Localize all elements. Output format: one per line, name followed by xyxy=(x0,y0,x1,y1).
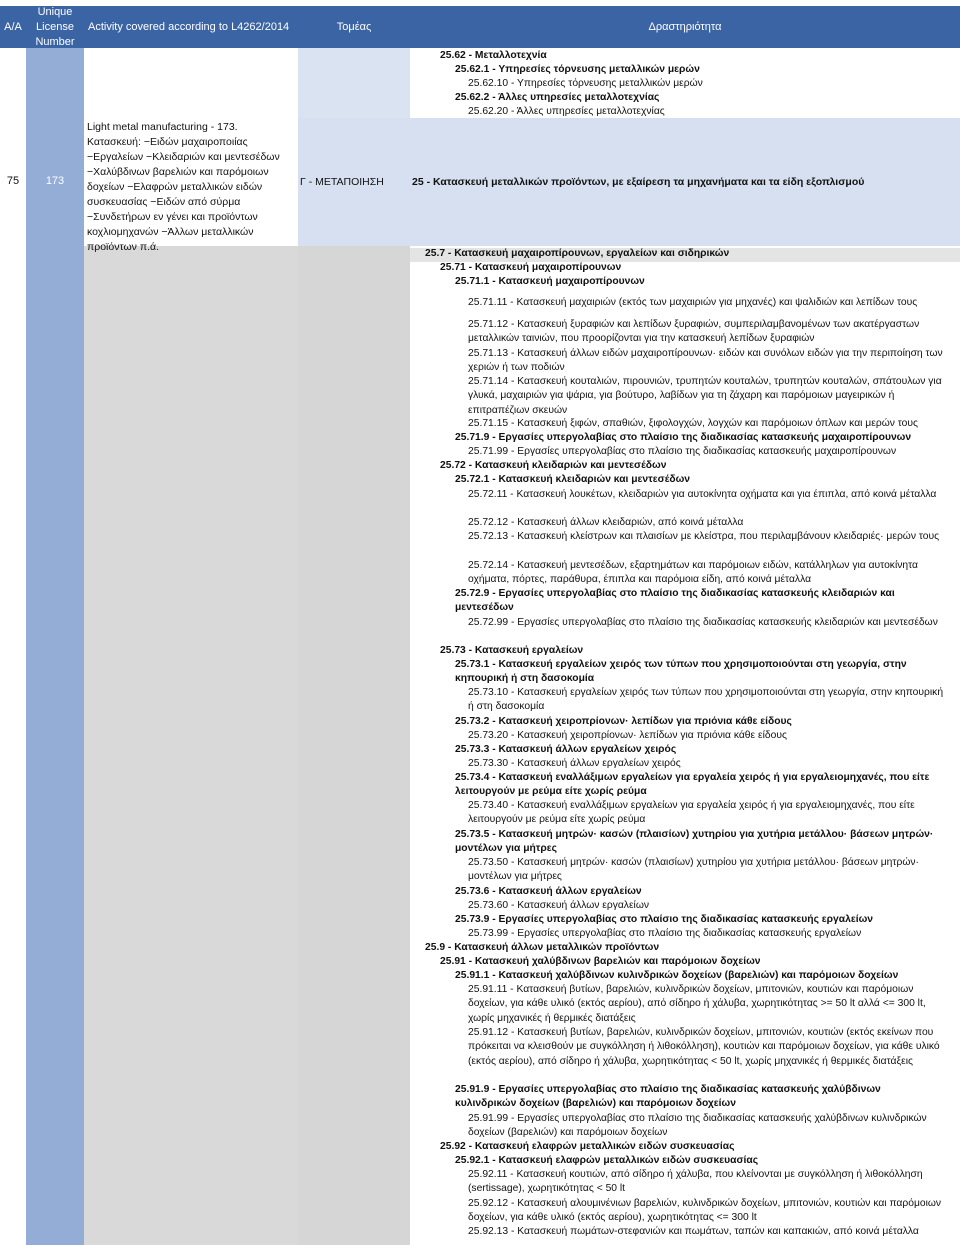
list-item: 25.71.12 - Κατασκευή ξυραφιών και λεπίδων ξυραφιών, συμπεριλαμβανομένων των ακατέργαστων μεταλλικών ταινιών, που προορίζονται για την κατασκευή λεπίδων ξυραφιών xyxy=(468,319,920,345)
list-item: 25.72.9 - Εργασίες υπεργολαβίας στο πλαίσιο της διαδικασίας κατασκευής κλειδαριών και μεντεσέδων xyxy=(455,588,895,614)
list-item: 25.62.2 - Άλλες υπηρεσίες μεταλλοτεχνίας xyxy=(455,92,660,103)
list-item: 25.92.11 - Κατασκευή κουτιών, από σίδηρο ή χάλυβα, που κλείνονται με συγκόλληση ή λιθοκόλληση (sertissage), χωρητικότητας < 50 lt xyxy=(468,1169,923,1195)
column-license xyxy=(26,48,84,1245)
list-item: 25.92.13 - Κατασκευή πωμάτων-στεφανιών και πωμάτων, ταπών και καπακιών, από κοινά μέταλλα xyxy=(468,1226,919,1237)
list-item: 25.91.9 - Εργασίες υπεργολαβίας στο πλαίσιο της διαδικασίας κατασκευής χαλύβδινων κυλινδρικών δοχείων (βαρελιών) και παρόμοιων δοχείων xyxy=(455,1084,881,1110)
list-item: 25.73.40 - Κατασκευή εναλλάξιμων εργαλείων για εργαλεία χειρός ή για εργαλειομηχανές, που είτε λειτουργούν με ρεύμα είτε χωρίς ρεύμα xyxy=(468,800,915,826)
list-item: 25.92.1 - Κατασκευή ελαφρών μεταλλικών ειδών συσκευασίας xyxy=(455,1155,759,1166)
list-item: 25.72.1 - Κατασκευή κλειδαριών και μεντεσέδων xyxy=(455,474,691,485)
header-aa: A/A xyxy=(4,21,22,33)
list-item: 25.72.11 - Κατασκευή λουκέτων, κλειδαριών για αυτοκίνητα οχήματα και για έπιπλα, από κοινά μέταλλα xyxy=(468,489,937,500)
band-lower xyxy=(84,246,410,1245)
list-item: 25.72 - Κατασκευή κλειδαριών και μεντεσέδων xyxy=(440,460,667,471)
list-item: 25.92.12 - Κατασκευή αλουμινένιων βαρελιών, κυλινδρικών δοχείων, μπιτονιών, κουτιών και παρόμοιων δοχείων, για κάθε υλικό (εκτός αερίου), χωρητικότητας <= 300 lt xyxy=(468,1198,942,1224)
header-activity-gr: Δραστηριότητα xyxy=(648,21,722,33)
list-item: 25.71.11 - Κατασκευή μαχαιριών (εκτός των μαχαιριών για μηχανές) και ψαλιδιών και λεπίδων τους xyxy=(468,297,918,308)
list-item: 25.91.1 - Κατασκευή χαλύβδινων κυλινδρικών δοχείων (βαρελιών) και παρόμοιων δοχείων xyxy=(455,970,899,981)
list-item: 25.9 - Κατασκευή άλλων μεταλλικών προϊόντων xyxy=(425,942,660,953)
list-item: 25.62 - Μεταλλοτεχνία xyxy=(440,50,547,61)
list-item: 25.71.15 - Κατασκευή ξιφών, σπαθιών, ξιφολογχών, λογχών και παρόμοιων όπλων και μερών τους xyxy=(468,418,918,429)
list-item: 25.71.99 - Εργασίες υπεργολαβίας στο πλαίσιο της διαδικασίας κατασκευής μαχαιροπίρουνων xyxy=(468,446,897,457)
list-item: 25.72.99 - Εργασίες υπεργολαβίας στο πλαίσιο της διαδικασίας κατασκευής κλειδαριών και μεντεσέδων xyxy=(468,617,938,628)
list-item: 25.62.20 - Άλλες υπηρεσίες μεταλλοτεχνίας xyxy=(468,106,665,117)
list-item: 25.91.12 - Κατασκευή βυτίων, βαρελιών, κυλινδρικών δοχείων, μπιτονιών, κουτιών (εκτός εκείνων που πρόκειται να κλεισθούν με συγκόλληση ή λιθοκόλληση), κουτιών και παρόμοιων δοχείων, για κάθε υλικό (εκτός αερίου), από σίδηρο ή χάλυβα, χωρητικότητας < 50 lt, χωρίς μηχανικές ή θερμικές διατάξεις xyxy=(468,1027,940,1067)
list-item: 25.71.13 - Κατασκευή άλλων ειδών μαχαιροπίρουνων· ειδών και συνόλων ειδών για την περιποίηση των χεριών ή των ποδιών xyxy=(468,348,943,374)
list-item: 25.72.13 - Κατασκευή κλείστρων και πλαισίων με κλείστρα, που περιλαμβάνουν κλειδαριές· μερών τους xyxy=(468,531,940,542)
list-item: 25.7 - Κατασκευή μαχαιροπίρουνων, εργαλείων και σιδηρικών xyxy=(425,248,730,259)
list-item: 25.62.1 - Υπηρεσίες τόρνευσης μεταλλικών μερών xyxy=(455,64,700,75)
header-sector: Τομέας xyxy=(336,21,372,33)
list-item: 25.73.50 - Κατασκευή μητρών· κασών (πλαισίων) χυτηρίου για χυτήρια μετάλλου· βάσεων μητρών· μοντέλων για μήτρες xyxy=(468,857,919,883)
list-item: 25.73.99 - Εργασίες υπεργολαβίας στο πλαίσιο της διαδικασίας κατασκευής εργαλείων xyxy=(468,928,862,939)
list-item: 25.71.9 - Εργασίες υπεργολαβίας στο πλαίσιο της διαδικασίας κατασκευής μαχαιροπίρουνων xyxy=(455,432,912,443)
cell-activity: Light metal manufacturing - 173. Κατασκευή: −Ειδών μαχαιροποιίας −Εργαλείων −Κλειδαριών και μεντεσέδων −Χαλύβδινων βαρελιών και παρόμοιων δοχείων −Ελαφρών μεταλλικών ειδών συσκευασίας −Ειδών από σύρμα −Συνδετήρων εν γένει και προϊόντων κοχλιομηχανών −Άλλων μεταλλικών προϊόντων π.ά. xyxy=(87,121,280,253)
list-item: 25.72.14 - Κατασκευή μεντεσέδων, εξαρτημάτων και παρόμοιων ειδών, κατάλληλων για αυτοκίνητα οχήματα, πόρτες, παράθυρα, έπιπλα και παρόμοια είδη, από κοινά μέταλλα xyxy=(468,560,918,586)
list-item: 25.73.2 - Κατασκευή χειροπρίονων· λεπίδων για πριόνια κάθε είδους xyxy=(455,716,792,727)
list-item: 25.71.14 - Κατασκευή κουταλιών, πιρουνιών, τρυπητών κουταλών, τρυπητών κουταλών, σπάτουλων για γλυκά, μαχαιριών για ψάρια, για βούτυρο, λαβίδων για τη ζάχαρη και παρόμοιων μαγειρικών ή επιτραπέζιων σκευών xyxy=(468,376,942,416)
list-item: 25.73.10 - Κατασκευή εργαλείων χειρός των τύπων που χρησιμοποιούνται στη γεωργία, στην κηπουρική ή στη δασοκομία xyxy=(468,687,944,713)
list-item: 25.73.4 - Κατασκευή εναλλάξιμων εργαλείων για εργαλεία χειρός ή για εργαλειομηχανές, που είτε λειτουργούν με ρεύμα είτε χωρίς ρεύμα xyxy=(455,772,930,798)
list-item: 25.91.99 - Εργασίες υπεργολαβίας στο πλαίσιο της διαδικασίας κατασκευής χαλύβδινων κυλινδρικών δοχείων (βαρελιών) και παρόμοιων δοχείων xyxy=(468,1113,927,1139)
list-item: 25.91.11 - Κατασκευή βυτίων, βαρελιών, κυλινδρικών δοχείων, μπιτονιών, κουτιών και παρόμοιων δοχείων, για κάθε υλικό (εκτός αερίου), από σίδηρο ή χάλυβα, χωρητικότητας >= 50 lt αλλά <= 300 lt, χωρίς μηχανικές ή θερμικές διατάξεις xyxy=(468,984,926,1024)
list-item: 25.91 - Κατασκευή χαλύβδινων βαρελιών και παρόμοιων δοχείων xyxy=(440,956,761,967)
cell-main-activity: 25 - Κατασκευή μεταλλικών προϊόντων, με εξαίρεση τα μηχανήματα και τα είδη εξοπλισμού xyxy=(412,176,865,188)
header-license: Unique License Number xyxy=(35,5,75,48)
table-header xyxy=(0,6,960,48)
list-item: 25.73.20 - Κατασκευή χειροπρίονων· λεπίδων για πριόνια κάθε είδους xyxy=(468,730,787,741)
cell-sector: Γ - ΜΕΤΑΠΟΙΗΣΗ xyxy=(300,176,384,188)
list-item: 25.62.10 - Υπηρεσίες τόρνευσης μεταλλικών μερών xyxy=(468,78,703,89)
list-item: 25.73.1 - Κατασκευή εργαλείων χειρός των τύπων που χρησιμοποιούνται στη γεωργία, στην κηπουρική ή στη δασοκομία xyxy=(455,659,907,685)
list-item: 25.71 - Κατασκευή μαχαιροπίρουνων xyxy=(440,262,622,273)
list-item: 25.73.60 - Κατασκευή άλλων εργαλείων xyxy=(468,900,650,911)
cell-aa: 75 xyxy=(6,175,20,187)
list-item: 25.73.5 - Κατασκευή μητρών· κασών (πλαισίων) χυτηρίου για χυτήρια μετάλλου· βάσεων μητρών· μοντέλων για μήτρες xyxy=(455,829,934,855)
list-item: 25.92 - Κατασκευή ελαφρών μεταλλικών ειδών συσκευασίας xyxy=(440,1141,735,1152)
list-item: 25.73.6 - Κατασκευή άλλων εργαλείων xyxy=(455,886,642,897)
list-item: 25.72.12 - Κατασκευή άλλων κλειδαριών, από κοινά μέταλλα xyxy=(468,517,744,528)
cell-license: 173 xyxy=(45,175,65,187)
list-item: 25.71.1 - Κατασκευή μαχαιροπίρουνων xyxy=(455,276,645,287)
column-aa xyxy=(0,48,26,1245)
header-activity: Activity covered according to L4262/2014 xyxy=(88,21,290,33)
list-item: 25.73 - Κατασκευή εργαλείων xyxy=(440,645,584,656)
list-item: 25.73.30 - Κατασκευή άλλων εργαλείων χειρός xyxy=(468,758,681,769)
list-item: 25.73.9 - Εργασίες υπεργολαβίας στο πλαίσιο της διαδικασίας κατασκευής εργαλείων xyxy=(455,914,874,925)
list-item: 25.73.3 - Κατασκευή άλλων εργαλείων χειρός xyxy=(455,744,677,755)
